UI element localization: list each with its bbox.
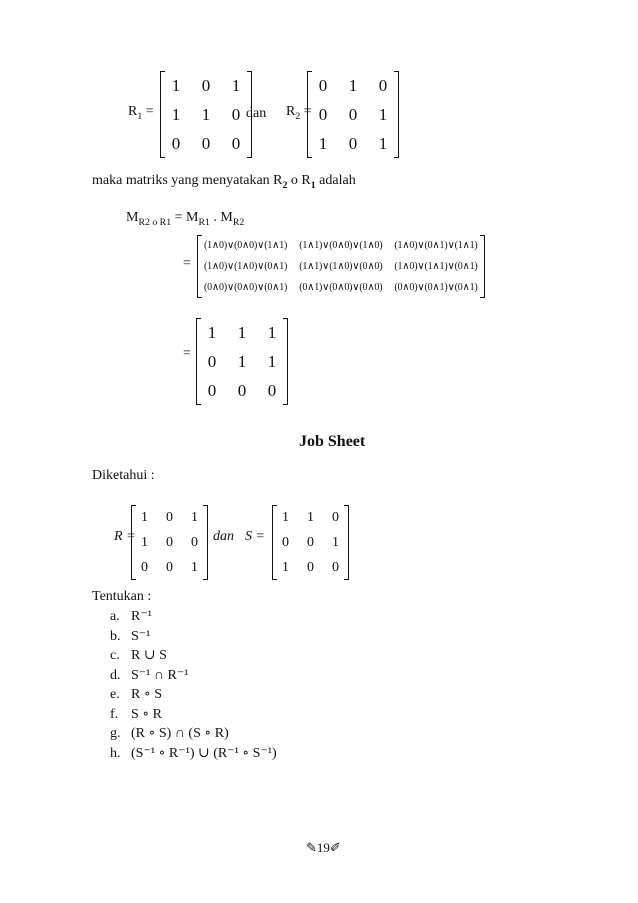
r2-matrix <box>307 71 399 158</box>
task-item: c. R ∪ S <box>110 648 167 663</box>
page-footer <box>306 840 341 856</box>
r-matrix-table: 1 0 1 1 0 0 0 0 1 <box>141 509 198 575</box>
expanded-matrix <box>197 235 485 298</box>
maka-text: maka matriks yang menyatakan $R_2$ o $R_1$ adalah <box>92 173 356 191</box>
r1-matrix-table: 1 0 1 1 1 0 0 0 0 <box>171 75 241 153</box>
dan-text-2: dan <box>213 529 234 544</box>
expanded-equals: = <box>183 256 191 271</box>
r-matrix <box>131 505 208 580</box>
r-label: R = <box>114 529 136 544</box>
r2-label: $R_2$ = <box>286 104 312 122</box>
task-item: e. R ∘ S <box>110 687 162 702</box>
r1-label: $R_1$ = <box>128 104 154 122</box>
pencil-left-icon: ✎ <box>306 840 317 855</box>
dan-text-1: dan <box>246 106 267 121</box>
task-item: b. S⁻¹ <box>110 628 151 644</box>
task-item: h. (S⁻¹ ∘ R⁻¹) ∪ (R⁻¹ ∘ S⁻¹) <box>110 745 277 761</box>
diketahui-text: Diketahui : <box>92 468 155 483</box>
r1-matrix <box>160 71 252 158</box>
s-matrix <box>272 505 349 580</box>
pencil-right-icon: ✐ <box>329 840 341 855</box>
expanded-matrix-table: (1∧0)∨(0∧0)∨(1∧1) (1∧1)∨(0∧0)∨(1∧0) (1∧0)∨(0∧1)∨(1∧1) (1∧0)∨(1∧0)∨(0∧1) (1∧1)∨(1∧0)∨(0∧0) (1∧0)∨(1∧1)∨(0∧1) (0∧0)∨(0∧0)∨(0∧1) (0∧1)∨(0∧0)∨(0∧0) (0∧0)∨(0∧1)∨(0∧1) <box>204 240 478 293</box>
task-item: f. S ∘ R <box>110 706 162 722</box>
result-equals: = <box>183 346 191 361</box>
s-matrix-table: 1 1 0 0 0 1 1 0 0 <box>282 509 339 575</box>
composition-formula: $M_{R2 o R1} = M_{R1}$ . $M_{R2}$ <box>126 210 245 228</box>
r2-matrix-table: 0 1 0 0 0 1 1 0 1 <box>318 75 388 153</box>
task-item: g. (R ∘ S) ∩ (S ∘ R) <box>110 726 229 741</box>
s-label: S = <box>245 529 265 544</box>
job-sheet-title: Job Sheet <box>299 433 366 450</box>
task-item: a. R⁻¹ <box>110 609 152 624</box>
task-item: d. S⁻¹ ∩ R⁻¹ <box>110 667 189 683</box>
result-matrix-table: 1 1 1 0 1 1 0 0 0 <box>207 322 277 400</box>
result-matrix <box>196 318 288 405</box>
page-number: 19 <box>316 840 330 855</box>
tentukan-text: Tentukan : <box>92 589 152 604</box>
task-list <box>110 607 277 763</box>
